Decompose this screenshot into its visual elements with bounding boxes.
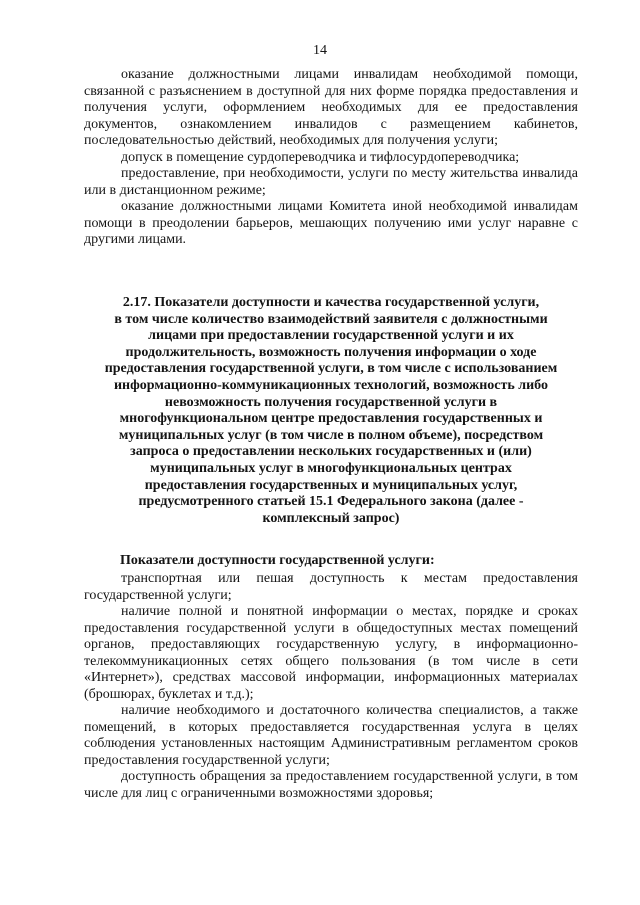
top-paragraphs: [84, 67, 578, 249]
list-item: транспортная или пешая доступность к местам предоставления государственной услуги;: [84, 571, 578, 603]
paragraph: оказание должностными лицами инвалидам необходимой помощи, связанной с разъяснением в доступной для них форме порядка предоставления и получения услуги, оформлением необходимых для ее предоставления документов, ознакомлением инвалидов с размещением кабинетов, последовательностью действий, необходимых для получения услуги;: [84, 67, 578, 148]
heading-line: предоставления государственной услуги, в том числе с использованием: [104, 361, 558, 377]
heading-line: комплексный запрос): [262, 510, 400, 526]
heading-line: информационно-коммуникационных технологий, возможность либо: [113, 377, 548, 393]
indicator-list: [84, 571, 578, 802]
paragraph: допуск в помещение сурдопереводчика и тифлосурдопереводчика;: [121, 149, 520, 165]
heading-line: невозможность получения государственной услуги в: [164, 394, 498, 410]
heading-line: в том числе количество взаимодействий заявителя с должностными: [114, 311, 548, 327]
heading-line: продолжительность, возможность получения информации о ходе: [125, 344, 537, 360]
list-item: доступность обращения за предоставлением государственной услуги, в том числе для лиц с ограниченными возможностями здоровья;: [84, 769, 578, 801]
heading-line: 2.17. Показатели доступности и качества государственной услуги,: [122, 295, 540, 310]
heading-line: лицами при предоставлении государственной услуги и их: [148, 328, 514, 344]
heading-line: предоставления государственных и муниципальных услуг,: [144, 477, 518, 493]
heading-line: муниципальных услуг в многофункциональных центрах: [150, 460, 512, 476]
heading-line: предусмотренного статьей 15.1 Федерального закона (далее -: [138, 494, 524, 510]
list-item: наличие необходимого и достаточного количества специалистов, а также помещений, в которых предоставляется государственная услуга в целях соблюдения установленных настоящим Административным регламентом сроков предоставления государственной услуги;: [84, 703, 578, 768]
section-heading: [84, 295, 578, 527]
heading-line: муниципальных услуг (в том числе в полном объеме), посредством: [118, 427, 544, 443]
paragraph: предоставление, при необходимости, услуги по месту жительства инвалида или в дистанционном режиме;: [84, 166, 578, 198]
list-item: наличие полной и понятной информации о местах, порядке и сроках предоставления государственной услуги в общедоступных местах помещений органов, предоставляющих государственную услугу, в информационно-телекоммуникационных сетях общего пользования (в том числе в сети «Интернет»), средствах массовой информации, информационных материалах (брошюрах, буклетах и т.д.);: [84, 604, 578, 702]
page-number: 14: [313, 43, 327, 58]
paragraph: оказание должностными лицами Комитета иной необходимой инвалидам помощи в преодолении барьеров, мешающих получению ими услуг наравне с другими лицами.: [84, 199, 578, 247]
subheading: Показатели доступности государственной услуги:: [120, 553, 435, 568]
heading-line: многофункциональном центре предоставления государственных и: [119, 411, 543, 427]
heading-line: запроса о предоставлении нескольких государственных и (или): [130, 444, 532, 460]
